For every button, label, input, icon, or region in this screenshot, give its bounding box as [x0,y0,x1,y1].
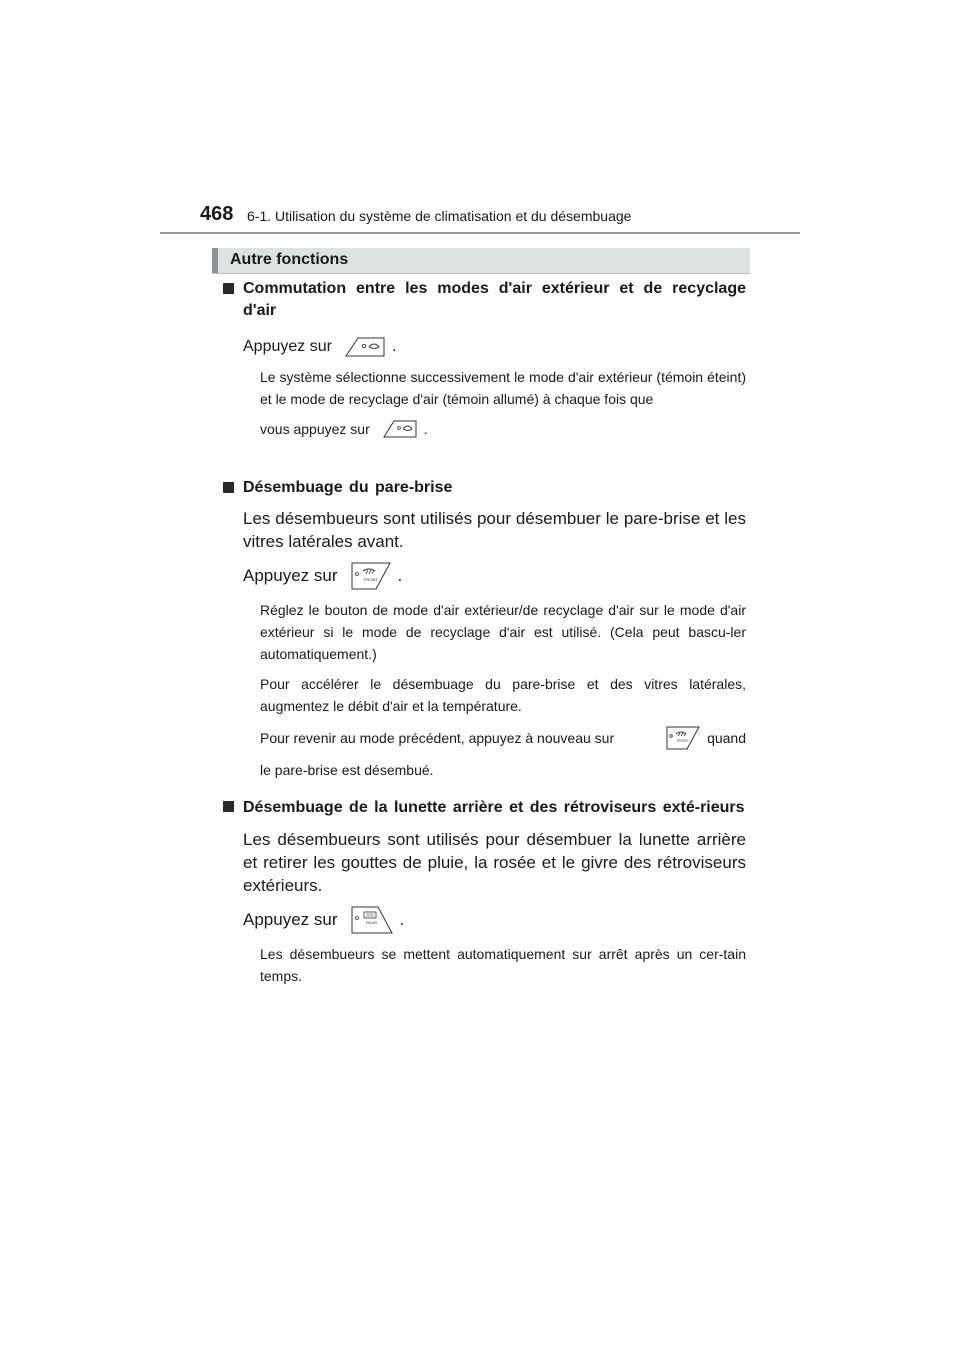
rear-defogger-button-icon [350,905,394,935]
heading-rear-defog [223,796,746,820]
heading-windshield-defog [223,477,746,499]
heading-text: Commutation entre les modes d'air extérieur et de recyclage d'air [243,280,746,319]
note-text-2: Pour accélérer le désembuage du pare-brise et des vitres latérales, augmentez le débit d'air et la température. [260,676,746,714]
body-text: Les désembueurs sont utilisés pour désembuer la lunette arrière et retirer les gouttes de pluie, la rosée et le givre des rétroviseurs extérieurs. [243,830,746,895]
note-press-instruction [260,418,746,440]
note-text: Les désembueurs se mettent automatiquement sur arrêt après un cer-tain temps. [260,946,746,984]
note-text-3: le pare-brise est désembué. [260,762,434,778]
bullet-square-icon [223,283,234,294]
note-press-instruction [260,725,746,751]
heading-air-recirculation [223,278,746,322]
press-instruction [243,336,746,358]
note-press-text: Pour revenir au mode précédent, appuyez à nouveau sur [260,730,615,746]
press-text: Appuyez sur [243,566,338,585]
section-header [212,248,750,273]
note-press-period: . [423,421,428,437]
press-period: . [391,338,397,355]
heading-text: Désembuage de la lunette arrière et des rétroviseurs exté-rieurs [243,799,745,816]
press-instruction [243,561,746,591]
block-air-recirculation [223,278,746,440]
front-label: FRONT [363,577,378,582]
header-rule [160,232,800,234]
front-defogger-button-icon [350,561,392,591]
bullet-square-icon [223,801,234,812]
front-label: FRONT [677,739,690,743]
page-number: 468 [200,203,234,225]
rear-label: REAR [365,920,377,925]
body-text: Les désembueurs sont utilisés pour désembuer le pare-brise et les vitres latérales avant. [243,509,746,551]
section-underline [212,273,750,274]
heading-text: Désembuage du pare-brise [243,479,453,496]
note-press-text: vous appuyez sur [260,421,370,437]
note-press-end: quand [707,730,746,746]
press-period: . [399,910,405,929]
press-text: Appuyez sur [243,338,332,355]
block-windshield-defog [223,477,746,781]
front-defogger-button-icon [665,725,701,751]
air-recirculation-button-icon [382,419,418,439]
chapter-title: 6-1. Utilisation du système de climatisation et du désembuage [247,208,632,224]
block-rear-defog [223,796,746,987]
press-period: . [397,566,403,585]
note-text: Le système sélectionne successivement le mode d'air extérieur (témoin éteint) et le mode de recyclage d'air (témoin allumé) à chaque fois que [260,369,746,407]
air-recirculation-button-icon [344,336,386,358]
note-text-1: Réglez le bouton de mode d'air extérieur/de recyclage d'air sur le mode d'air extérieur si le mode de recyclage d'air est utilisé. (Cela peut bascu-ler automatiquement.) [260,602,746,662]
press-instruction [243,905,746,935]
section-title: Autre fonctions [230,251,349,268]
bullet-square-icon [223,482,234,493]
press-text: Appuyez sur [243,910,338,929]
